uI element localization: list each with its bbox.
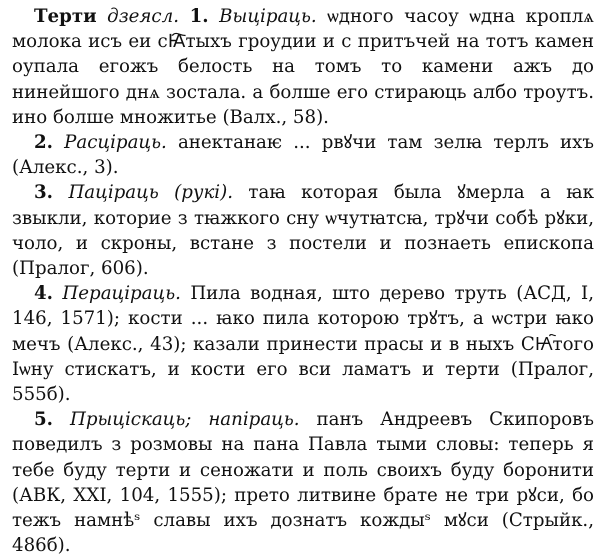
sense-number: 4. bbox=[34, 283, 53, 305]
sense-gloss: Расціраць. bbox=[64, 132, 167, 154]
sense-text: анектанаѥ ... рвꙋчи там зелꙗ терлъ ихъ (Алекс., 3). bbox=[12, 132, 594, 179]
sense-4 bbox=[12, 281, 594, 407]
sense-text: ѡдного часоу ѡдна кроплѧ молока исъ еи сꙖ҇тыхъ гроудии и с притъчей на тотъ камен оупала егожъ белость на томъ то камени ажъ до нинейшого днѧ зостала. а болше его стираюць албо троутъ. ино болше множитье (Валх., 58). bbox=[12, 6, 594, 128]
part-of-speech: дзеясл. bbox=[107, 6, 179, 27]
sense-text: панъ Андреевъ Скипоровъ поведилъ з розмовы на пана Павла тыми словы: теперь я тебе буду терти и сеножати и поль своихъ буду боронити (АВК, XXI, 104, 1555); прето литвине брате не три рꙋси, бо тежъ намнѣˢ славы ихъ дознатъ кождыˢ мꙋси (Стрыйк., 486б). bbox=[12, 409, 594, 557]
sense-2 bbox=[12, 130, 594, 180]
sense-text: Пила водная, што дерево труть (АСД, I, 146, 1571); кости ... ꙗко пила которою трꙋтъ, а ѡстри ꙗко мечъ (Алекс., 43); казали принести прасы и в ныхъ СꙖ҇того Iѡну стискатъ, и кости его вси ламатъ и терти (Пралог, 555б). bbox=[12, 283, 594, 406]
sense-gloss: Прыціскаць; напіраць. bbox=[69, 409, 300, 431]
headword: Терти bbox=[34, 6, 97, 27]
sense-text: таꙗ которая была ꙋмерла а ꙗк звыкли, которие з тꙗжкого сну ѡчутꙗтсꙗ, трꙋчи собѣ рꙋки, чоло, и скроны, встане з постели и познаеть епископа (Пралог, 606). bbox=[12, 182, 594, 280]
sense-gloss: Паціраць (рукі). bbox=[68, 182, 233, 204]
sense-gloss: Перацірaць. bbox=[62, 283, 181, 305]
sense-number: 2. bbox=[34, 132, 53, 154]
sense-number: 3. bbox=[34, 182, 53, 204]
sense-1 bbox=[12, 4, 594, 130]
sense-gloss: Выціраць. bbox=[219, 6, 317, 27]
sense-5 bbox=[12, 407, 594, 558]
sense-number: 5. bbox=[34, 409, 53, 431]
sense-number: 1. bbox=[189, 6, 209, 27]
sense-3 bbox=[12, 180, 594, 281]
dictionary-entry bbox=[12, 4, 594, 558]
